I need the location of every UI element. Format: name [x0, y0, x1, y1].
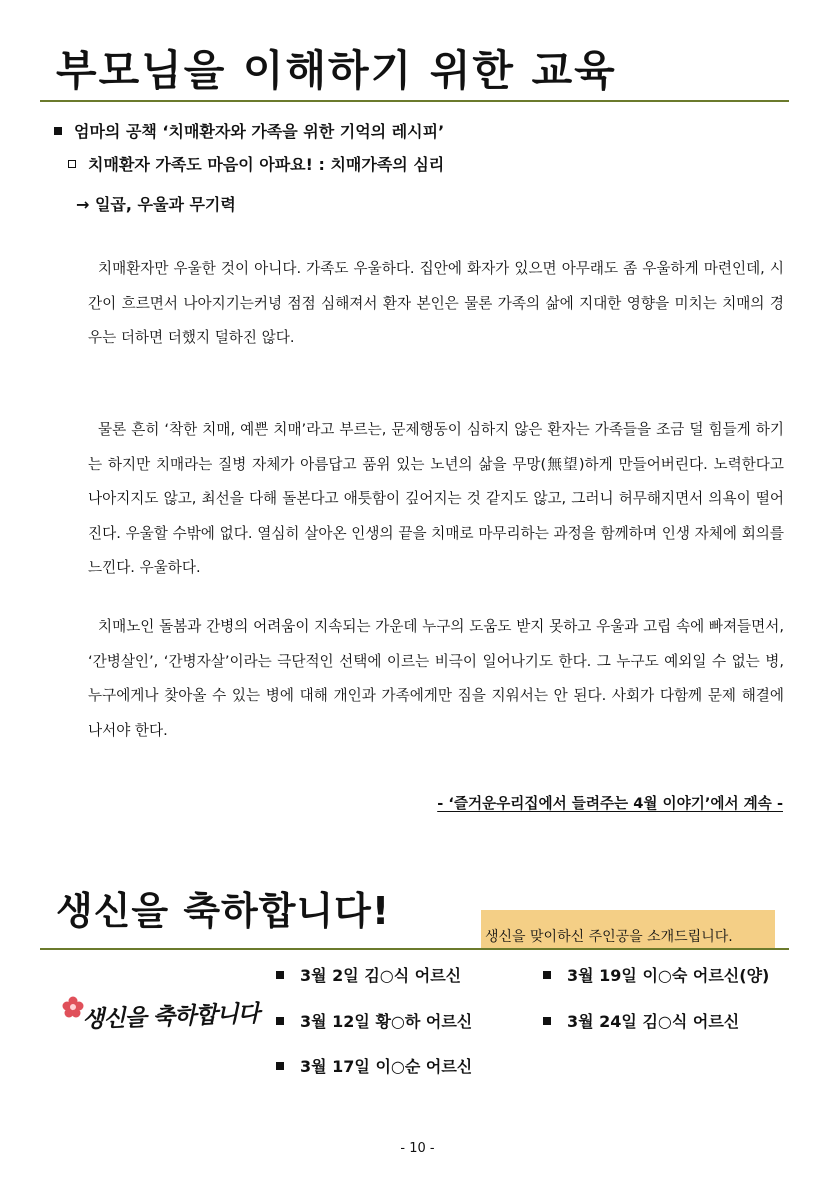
filled-square-bullet-icon	[543, 971, 551, 979]
birthday-entry-text: 3월 24일 김○식 어르신	[567, 1012, 740, 1031]
section-subheading	[68, 152, 444, 175]
section-heading-text: 엄마의 공책 ‘치매환자와 가족을 위한 기억의 레시피’	[74, 122, 445, 141]
filled-square-bullet-icon	[54, 127, 62, 135]
birthday-logo-text: 생신을 축하합니다	[81, 999, 260, 1034]
birthday-entry-text: 3월 2일 김○식 어르신	[300, 966, 462, 985]
section-subheading-text: 치매환자 가족도 마음이 아파요! : 치매가족의 심리	[88, 155, 445, 174]
birthday-entry	[543, 1009, 739, 1032]
birthday-logo	[62, 994, 260, 1038]
paragraph-1: 치매환자만 우울한 것이 아니다. 가족도 우울하다. 집안에 화자가 있으면 아무래도 좀 우울하게 마련인데, 시간이 흐르면서 나아지기는커녕 점점 심해져서 환자 본인은 물론 가족의 삶에 지대한 영향을 미치는 치매의 경우는 더하면 더했지 덜하진 않다.	[88, 260, 784, 346]
title-divider	[40, 100, 789, 102]
paragraph-3: 치매노인 돌봄과 간병의 어려움이 지속되는 가운데 누구의 도움도 받지 못하고 우울과 고립 속에 빠져들면서, ‘간병살인’, ‘간병자살’이라는 극단적인 선택에 이르는 비극이 일어나기도 한다. 그 누구도 예외일 수 없는 병, 누구에게나 찾아올 수 있는 병에 대해 개인과 가족에게만 짐을 지워서는 안 된다. 사회가 다함께 문제 해결에 나서야 한다.	[88, 618, 784, 739]
paragraph-2: 물론 흔히 ‘착한 치매, 예쁜 치매’라고 부르는, 문제행동이 심하지 않은 환자는 가족들을 조금 덜 힘들게 하기는 하지만 치매라는 질병 자체가 아름답고 품위 있는 노년의 삶을 무망(無望)하게 만들어버린다. 노력한다고 나아지지도 않고, 최선을 다해 돌본다고 애틋함이 깊어지는 것 같지도 않고, 그러니 허무해지면서 의욕이 떨어진다. 우울할 수밖에 없다. 열심히 살아온 인생의 끝을 치매로 마무리하는 과정을 함께하며 인생 자체에 회의를 느낀다. 우울하다.	[88, 421, 784, 576]
filled-square-bullet-icon	[276, 1062, 284, 1070]
filled-square-bullet-icon	[543, 1017, 551, 1025]
birthday-entry	[276, 1054, 472, 1077]
page-title: 부모님을 이해하기 위한 교육	[56, 46, 617, 95]
birthday-entry-text: 3월 12일 황○하 어르신	[300, 1012, 473, 1031]
page-number: - 10 -	[400, 1141, 435, 1156]
birthday-entry-text: 3월 19일 이○숙 어르신(양)	[567, 966, 770, 985]
birthday-entry	[276, 963, 461, 986]
source-note: - ‘즐거운우리집에서 들려주는 4월 이야기’에서 계속 -	[437, 795, 783, 812]
birthday-entry	[543, 963, 769, 986]
birthday-title: 생신을 축하합니다!	[56, 889, 391, 933]
filled-square-bullet-icon	[276, 1017, 284, 1025]
birthday-divider	[40, 948, 789, 950]
section-topic: → 일곱, 우울과 무기력	[76, 195, 236, 214]
hollow-square-bullet-icon	[68, 160, 76, 168]
section-heading	[54, 119, 444, 142]
birthday-entry	[276, 1009, 472, 1032]
birthday-entry-text: 3월 17일 이○순 어르신	[300, 1057, 473, 1076]
filled-square-bullet-icon	[276, 971, 284, 979]
birthday-intro: 생신을 맞이하신 주인공을 소개드립니다.	[481, 910, 775, 948]
